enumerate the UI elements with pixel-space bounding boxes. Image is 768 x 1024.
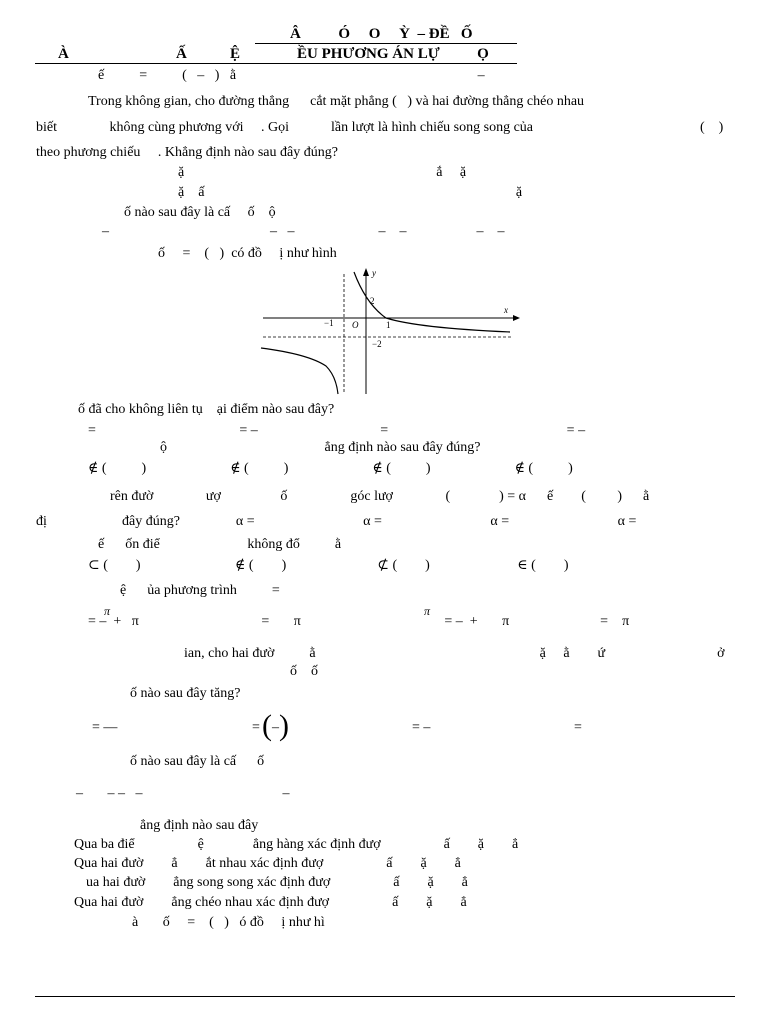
question-1-line: ế = ( – ) ằ – (98, 68, 485, 83)
text-line-6: ố nào sau đây là cấ ố ộ (124, 205, 276, 220)
text-line-21: ố nào sau đây là cấ ố (130, 754, 265, 769)
graph-label-1: 1 (386, 320, 391, 330)
text-line-15: ế ốn điể không đổ ằ (98, 537, 342, 552)
text-line-25: Qua hai đườ ẳ ắt nhau xác định đượ ấ ặ ẳ (74, 856, 461, 871)
text-line-26: ua hai đườ ẳng song song xác định đượ ấ ặ ẳ (86, 875, 468, 890)
exam-header-top: Â Ó O Ỳ – ĐỀ Ố (290, 26, 473, 42)
page-bottom-rule (35, 996, 735, 997)
text-line-7: – – – – – – – (102, 224, 505, 239)
math-increase-c: = – (412, 720, 431, 735)
header-left-b: Ấ (176, 46, 187, 62)
math-increase-a: = — (92, 720, 118, 735)
text-line-9: ố đã cho không liên tụ ại điểm nào sau đây? (78, 402, 335, 417)
exam-header-sub: ỀU PHƯƠNG ÁN LỰ Ọ (297, 46, 489, 62)
text-line-18: ian, cho hai đườ ằ ặ ằ ứ ở (184, 646, 725, 661)
text-line-11: ộ ẳng định nào sau đây đúng? (160, 440, 481, 455)
text-line-16: ⊂ ( ) ∉ ( ) ⊄ ( ) ∈ ( ) (88, 558, 569, 573)
text-line-12: ∉ ( ) ∉ ( ) ∉ ( ) ∉ ( ) (88, 461, 573, 476)
text-line-28: à ố = ( ) ó đồ ị như hì (132, 915, 325, 930)
math-increase-d: = (574, 720, 582, 735)
header-left-c: Ệ (230, 46, 241, 62)
function-graph (258, 266, 520, 396)
text-line-22: – – – – – (76, 786, 290, 801)
header-left-a: À (58, 46, 69, 62)
text-line-13: rên đườ ượ ố góc lượ ( ) = α ế ( ) ằ (110, 489, 650, 504)
text-line-24: Qua ba điể ệ ẳng hàng xác định đượ ấ ặ ẳ (74, 837, 519, 852)
text-line-1: Trong không gian, cho đường thẳng cắt mặt phẳng ( ) và hai đường thẳng chéo nhau (88, 94, 585, 109)
graph-label-y: y (372, 268, 376, 278)
text-line-20: ố nào sau đây tăng? (130, 686, 241, 701)
text-line-17: ệ ủa phương trình = (120, 583, 280, 598)
math-increase-b: = (252, 720, 260, 735)
graph-label-minus-1: −1 (324, 318, 334, 328)
text-line-8: ố = ( ) có đồ ị như hình (158, 246, 337, 261)
math-pi-over-1: π (104, 604, 111, 618)
text-line-23: ẳng định nào sau đây (140, 818, 259, 833)
text-line-3: theo phương chiếu . Khẳng định nào sau đây đúng? (36, 145, 338, 160)
header-rule-top (255, 43, 517, 44)
math-increase-paren: (–) (262, 709, 289, 742)
graph-label-origin: O (352, 320, 359, 330)
text-line-2b: ( ) (700, 120, 724, 135)
text-line-10: = = – = = – (88, 423, 586, 438)
text-line-5: ặ ấ ặ (178, 185, 523, 200)
text-line-19: ố ố (290, 664, 318, 679)
text-line-4: ặ ắ ặ (178, 165, 467, 180)
graph-label-x: x (504, 305, 508, 315)
graph-label-minus-2: −2 (372, 339, 382, 349)
text-line-14b: đây đúng? α = α = α = α = (122, 514, 637, 529)
math-increase-paren-inner: – (272, 720, 279, 736)
math-pi-row: = – + π = π = – + π = π (88, 614, 630, 629)
text-line-2: biết không cùng phương với . Gọi lần lượt là hình chiếu song song của (36, 120, 533, 135)
math-pi-over-2: π (424, 604, 431, 618)
header-rule-bottom (35, 63, 517, 64)
text-line-14a: đị (36, 514, 47, 529)
graph-label-2: 2 (370, 296, 375, 306)
text-line-27: Qua hai đườ ẳng chéo nhau xác định đượ ấ ặ ẳ (74, 895, 467, 910)
